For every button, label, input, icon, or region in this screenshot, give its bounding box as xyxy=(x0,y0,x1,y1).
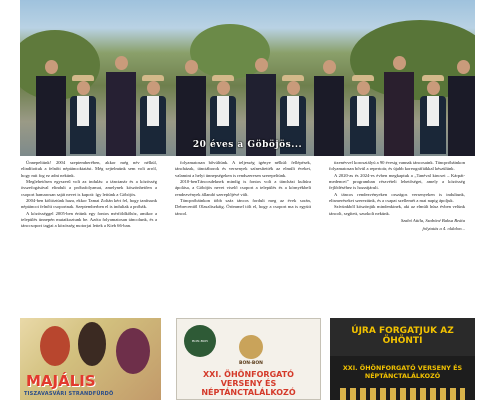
paragraph: 2010-benTáncosdeknek mindig is fontos volt a táncházi kultúra ápolása, a Göböjös nevet viselő csoport a település és a környékbeli rendezvények állandó szereplőjévé vált. xyxy=(175,179,311,197)
ohonforgato-title: XXI. ÖHÖNFORGATÓ VERSENY ÉS NÉPTÁNCTALÁLKOZÓ xyxy=(342,364,463,380)
majalis-title: MAJÁLIS xyxy=(26,372,96,390)
bonbon-poster[interactable] xyxy=(176,318,321,400)
article-column-2 xyxy=(175,160,311,217)
ujra-headline: ÚJRA FORGATJUK AZ ÖHÖNTI xyxy=(351,326,454,346)
majalis-poster[interactable] xyxy=(20,318,161,400)
figure-shape xyxy=(116,328,150,374)
paragraph: Ünnepeltünk! 2004 szeptemberében, akkor még név nélkül, elindítottuk a felnőtt néptáncoktatást. Még sejtelmünk sem volt arról, hogy mit fog ez adni nekünk. xyxy=(21,160,157,178)
author-signature: Szabó Attila, Szabóné Baksa Beáta xyxy=(400,218,465,224)
paragraph: A táncos rendezvényeken országos versenyeken is indultunk, elismeréseket szereztünk, és a csapat szellemét a mai napig ápoljuk. xyxy=(329,191,465,204)
dancers-group xyxy=(20,36,475,156)
bonbon-title: XXI. ÖHÖNFORGATÓ VERSENY ÉS NÉPTÁNCTALÁLKOZÓ xyxy=(201,370,296,397)
paragraph: folyamatosan bővültünk. A teljesség igénye nélkül: fellépések, táncházak, tánctáborok és versenyek színesítették az elmúlt éveket, valamint a helyi ünnepségeken is rendszeresen szerepeltünk. xyxy=(175,160,311,178)
figure-shape xyxy=(78,322,106,366)
paragraph: Táncpróbáinkon több száz táncos fordult meg az évek során, Debrecentől Olaszliszkáig. Örömmel tölt el, hogy a csoport ma is együtt táncol. xyxy=(175,198,311,216)
bonbon-logo-icon xyxy=(239,335,263,359)
majalis-subtitle: TISZAVASVÁRI STRANDFÜRDŐ xyxy=(24,391,114,397)
paragraph: Meglehetősen egyszerű volt az indulás: a tánctanár és a közösség összefogásával elindult a próbafolyamat, amelynek köszönhetően a csoport hamarosan saját nevet is kapott: így lettünk a Göböjös. xyxy=(21,179,157,197)
article-column-3 xyxy=(329,160,465,233)
paragraph: 2004-ben költöztünk haza, ekkor Tamai Zoltán kért fel, hogy tanítsunk néptáncot felnőtt csoportnak. Szeptemberben el is indultak a próbák. xyxy=(21,198,157,210)
paragraph: A 2020-as és 2024-es évben megkaptuk a „Tanéval kincsei – Kárpát-medencei” programban részvételi lehetőséget, amely a közösség fejlődéséhez is hozzájárult. xyxy=(329,172,465,191)
bonbon-badge: BON-BON xyxy=(184,325,216,357)
ohonforgato-poster[interactable] xyxy=(330,318,475,400)
paragraph: Szívünkből köszönjük mindenkinek, aki az elmúlt húsz évben velünk táncolt, segített, szurkolt nekünk. xyxy=(329,204,465,216)
article-column-1 xyxy=(21,160,157,230)
chairs-graphic xyxy=(340,388,465,400)
paragraph: tizenévvel korosztályú a 90 évesig vannak táncosaink. Táncpróbáinkon folyamatosan bővül a repertoár, és újabb koreográfiákkal készülünk. xyxy=(329,160,465,172)
continued-note: folytatás a 4. oldalon... xyxy=(422,226,465,232)
figure-shape xyxy=(40,326,70,366)
hero-photo xyxy=(20,0,475,156)
photo-caption: 20 éves a Göböjös... xyxy=(192,140,303,150)
paragraph: A közösséggel 2005-ben értünk egy fontos mérföldkőhöz, amikor a település ünnepén mutatkoztunk be. Azóta folyamatosan táncolunk, és a tánccsoport tagjai a közösség motorjai lettek a Kieb 66-ban. xyxy=(21,210,157,229)
bonbon-brand: BON-BON xyxy=(239,361,263,366)
